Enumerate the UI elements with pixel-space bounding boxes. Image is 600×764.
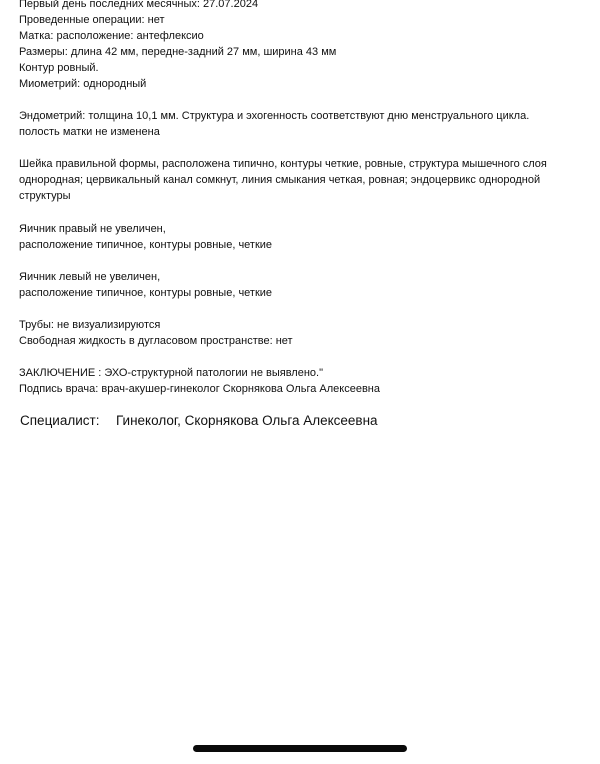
right-ovary-line-1: Яичник правый не увеличен, <box>19 223 166 235</box>
spacer <box>19 140 600 156</box>
home-indicator[interactable] <box>193 745 407 752</box>
spacer <box>19 92 600 108</box>
last-menstruation-date: Первый день последних месячных: 27.07.2024 <box>19 0 259 10</box>
uterus-sizes: Размеры: длина 42 мм, передне-задний 27 мм, ширина 43 мм <box>19 46 337 58</box>
free-fluid-info: Свободная жидкость в дугласовом пространстве: нет <box>19 335 293 347</box>
tubes-info: Трубы: не визуализируются <box>19 319 161 331</box>
right-ovary-line-2: расположение типичное, контуры ровные, четкие <box>19 239 273 251</box>
uterus-contour: Контур ровный. <box>19 62 99 74</box>
endometrium-line-1: Эндометрий: толщина 10,1 мм. Структура и эхогенность соответствуют дню менструального цикла. <box>19 110 530 122</box>
specialist-label: Специалист: <box>20 413 100 428</box>
endometrium-line-2: полость матки не изменена <box>19 126 160 138</box>
cervix-line-3: структуры <box>19 190 71 202</box>
myometrium-info: Миометрий: однородный <box>19 78 147 90</box>
doctor-signature: Подпись врача: врач-акушер-гинеколог Скорнякова Ольга Алексеевна <box>19 383 380 395</box>
ultrasound-report <box>19 0 600 397</box>
uterus-position: Матка: расположение: антефлексио <box>19 30 204 42</box>
specialist-name: Гинеколог, Скорнякова Ольга Алексеевна <box>116 413 378 428</box>
spacer <box>19 301 600 317</box>
spacer <box>19 253 600 269</box>
spacer <box>19 204 600 221</box>
left-ovary-line-2: расположение типичное, контуры ровные, четкие <box>19 287 273 299</box>
left-ovary-line-1: Яичник левый не увеличен, <box>19 271 161 283</box>
specialist-line <box>20 412 378 430</box>
operations-info: Проведенные операции: нет <box>19 14 165 26</box>
cervix-line-2: однородная; цервикальный канал сомкнут, линия смыкания четкая, ровная; эндоцервикс однородной <box>19 174 541 186</box>
cervix-line-1: Шейка правильной формы, расположена типично, контуры четкие, ровные, структура мышечного слоя <box>19 158 547 170</box>
conclusion-text: ЗАКЛЮЧЕНИЕ : ЭХО-структурной патологии не выявлено." <box>19 367 323 379</box>
spacer <box>19 349 600 365</box>
